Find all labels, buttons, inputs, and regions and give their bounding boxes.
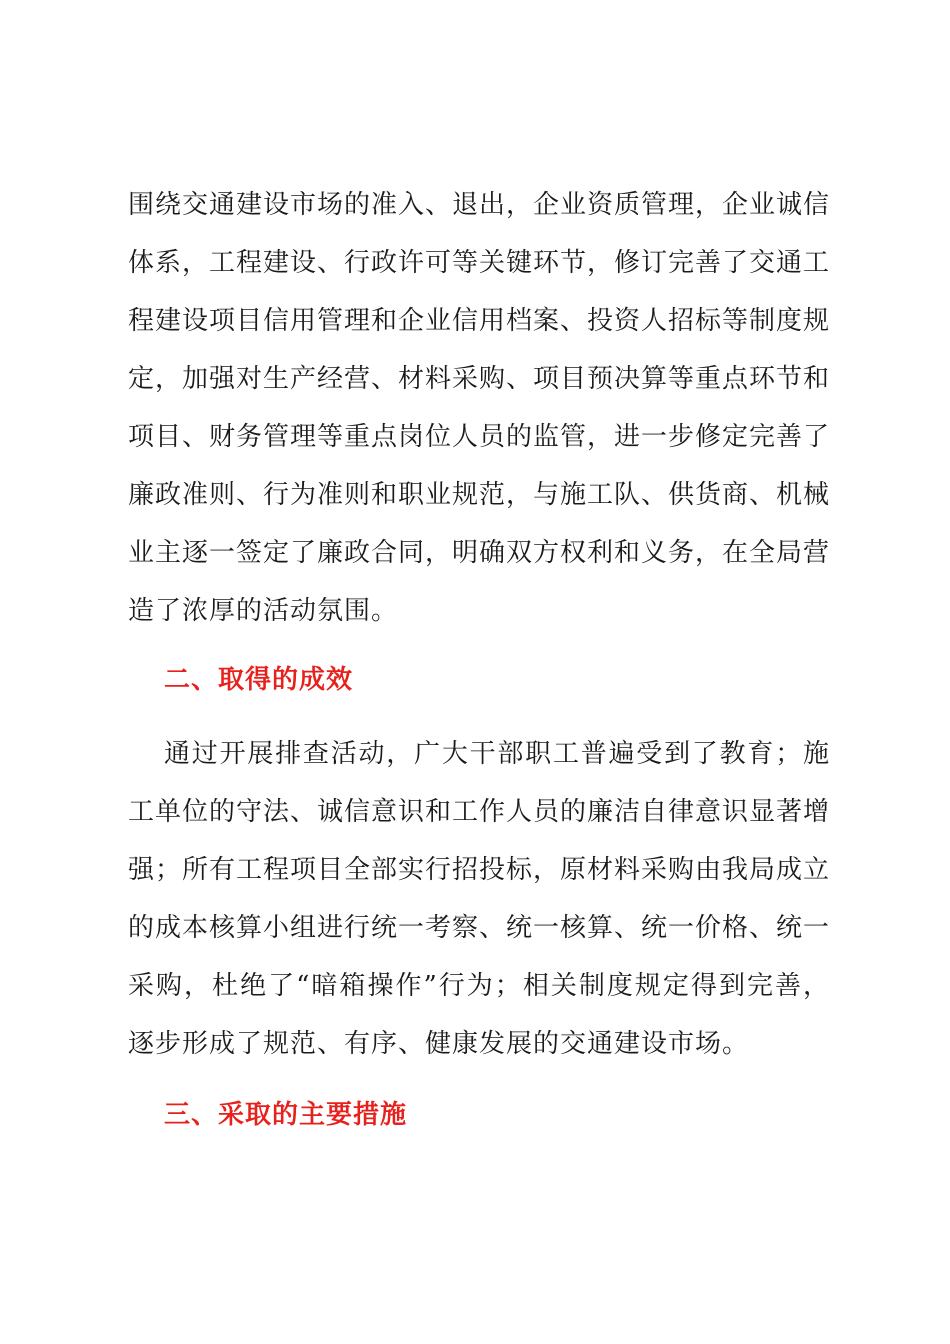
body-paragraph: 围绕交通建设市场的准入、退出，企业资质管理，企业诚信体系，工程建设、行政许可等关键环节，修订完善了交通工程建设项目信用管理和企业信用档案、投资人招标等制度规定，加强对生产经营、材料采购、项目预决算等重点环节和项目、财务管理等重点岗位人员的监管，进一步修定完善了廉政准则、行为准则和职业规范，与施工队、供货商、机械业主逐一签定了廉政合同，明确双方权利和义务，在全局营造了浓厚的活动氛围。 — [128, 190, 831, 626]
body-paragraph: 通过开展排查活动，广大干部职工普遍受到了教育；施工单位的守法、诚信意识和工作人员的廉洁自律意识显著增强；所有工程项目全部实行招投标，原材料采购由我局成立的成本核算小组进行统一考察、统一核算、统一价格、统一采购，杜绝了“暗箱操作”行为；相关制度规定得到完善，逐步形成了规范、有序、健康发展的交通建设市场。 — [128, 739, 831, 1059]
section-heading-achievements: 二、取得的成效 — [164, 665, 354, 695]
section-heading-measures: 三、采取的主要措施 — [164, 1100, 408, 1130]
